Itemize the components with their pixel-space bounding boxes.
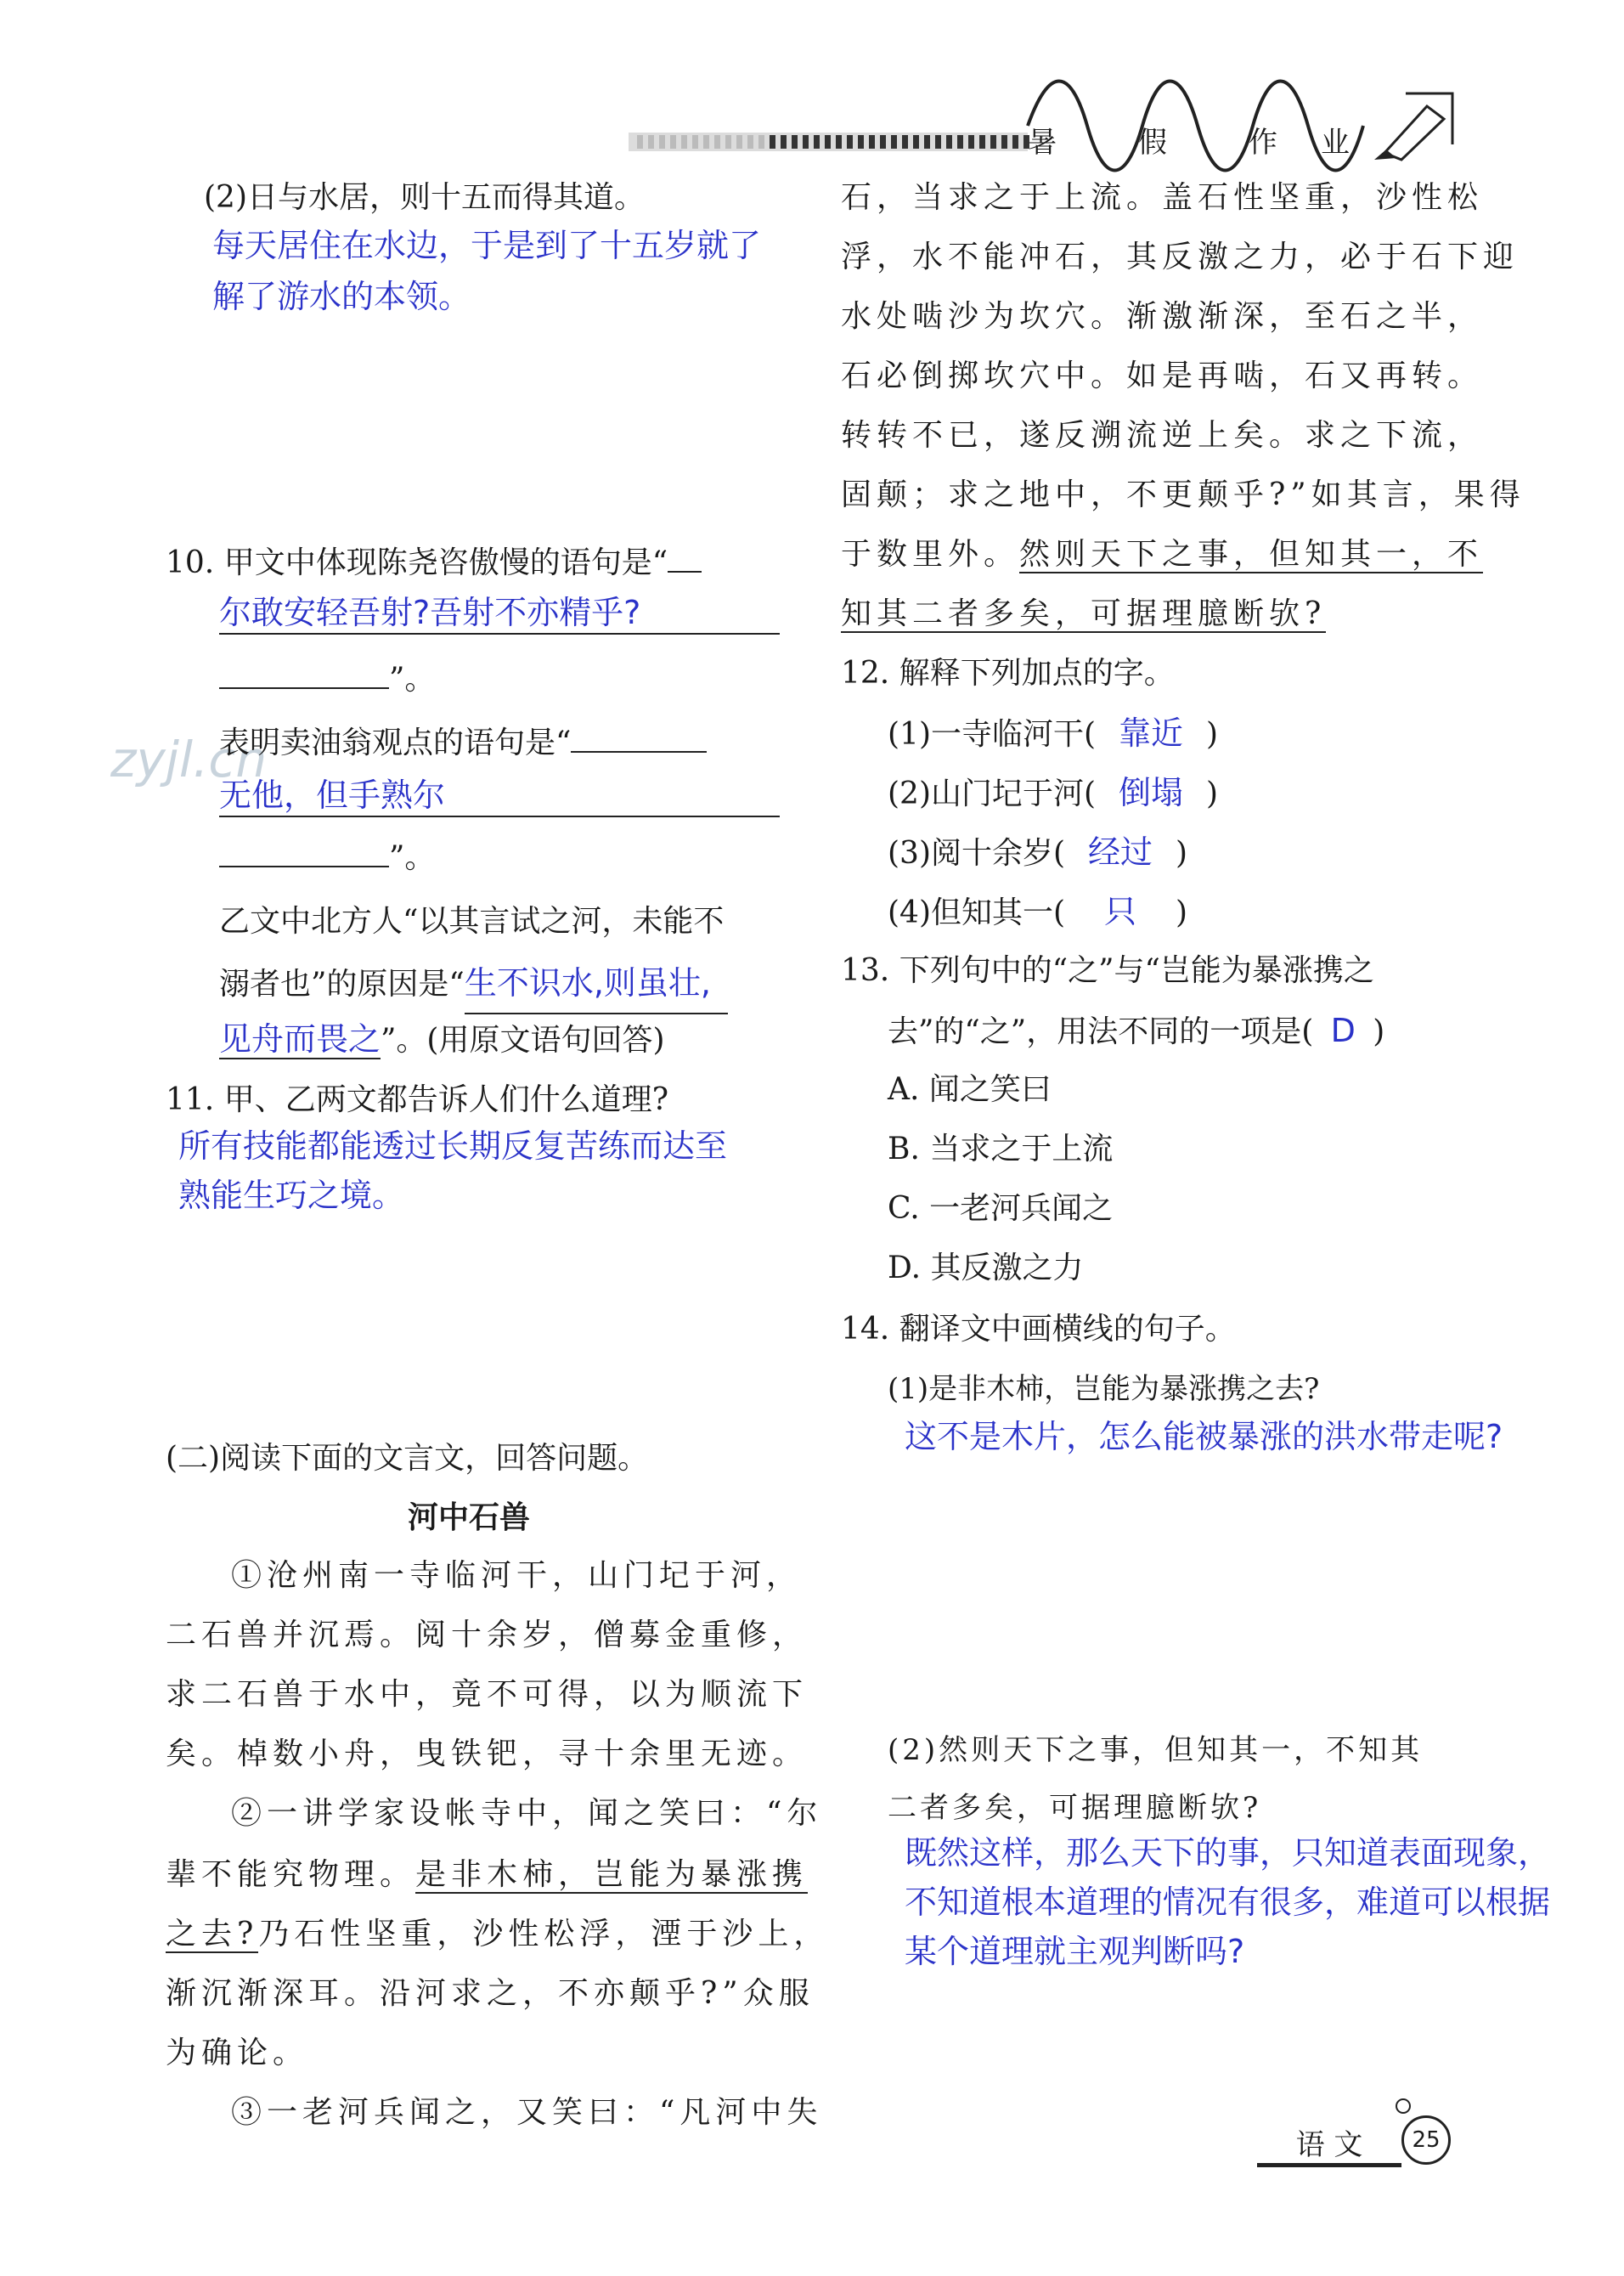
q12-item-1: (1)一寺临河干( 靠近 ) (888, 703, 1218, 765)
q10-b-prompt: 表明卖油翁观点的语句是“ (219, 714, 707, 773)
passage-p2-line-2: 辈不能究物理。是非木柿，岂能为暴涨携 (166, 1857, 809, 1892)
q14-2-line-1: (2)然则天下之事，但知其一，不知其 (888, 1733, 1424, 1767)
q12-answer-4: 只 (1104, 893, 1137, 930)
passage-right-line-3: 水处啮沙为坎穴。渐激渐深，至石之半， (841, 299, 1484, 334)
passage-right-line-1: 石，当求之于上流。盖石性坚重，沙性松 (841, 180, 1484, 215)
q13-option-d: D. 其反激之力 (888, 1251, 1084, 1285)
passage-right-line-6: 固颠；求之地中，不更颠乎?”如其言，果得 (841, 477, 1525, 512)
q12-answer-2: 倒塌 (1119, 774, 1184, 811)
q14-2-answer-line-3: 某个道理就主观判断吗? (905, 1933, 1245, 1970)
underlined-sentence-2b: 知其二者多矣，可据理臆断欤? (841, 596, 1327, 631)
passage-p2-line-4: 渐沉渐深耳。沿河求之，不亦颠乎?”众服 (166, 1976, 815, 2011)
q12-answer-3: 经过 (1088, 833, 1153, 871)
q14-prompt: 14. 翻译文中画横线的句子。 (841, 1312, 1236, 1347)
q13-answer: D (1330, 1012, 1356, 1049)
passage-p1-line-1: ①沧州南一寺临河干，山门圮于河， (231, 1558, 803, 1593)
passage-p1-line-4: 矣。棹数小舟，曳铁钯，寻十余里无迹。 (166, 1737, 809, 1771)
passage-title: 河中石兽 (408, 1500, 531, 1535)
q10-c-line-1: 乙文中北方人“以其言试之河，未能不 (219, 904, 725, 939)
passage-p1-line-3: 求二石兽于水中，竟不可得，以为顺流下 (166, 1677, 809, 1712)
passage-right-line-4: 石必倒掷坎穴中。如是再啮，石又再转。 (841, 359, 1484, 393)
q13-option-a: A. 闻之笑曰 (888, 1072, 1052, 1107)
header-char-2: 假 (1138, 126, 1167, 160)
q10-answer-1: 尔敢安轻吾射?吾射不亦精乎? (219, 586, 780, 635)
header-char-1: 暑 (1028, 126, 1057, 160)
q9-2-answer-line-2: 解了游水的本领。 (212, 278, 471, 315)
q13-option-b: B. 当求之于上流 (888, 1132, 1114, 1166)
q14-1-text: (1)是非木柿，岂能为暴涨携之去? (888, 1372, 1320, 1406)
footer-subject: 语 文 (1257, 2121, 1401, 2167)
q10-prompt: 10. 甲文中体现陈尧咨傲慢的语句是“ (166, 534, 702, 593)
q10-c-answer-2: 见舟而畏之 (219, 1020, 381, 1058)
passage-right-line-8 (841, 585, 1326, 644)
header-char-4: 业 (1321, 126, 1350, 160)
q10-answer-2-end: ”。 (219, 828, 435, 888)
q13-line-2: 去”的“之”，用法不同的一项是( D ) (888, 1001, 1384, 1062)
q12-item-2: (2)山门圮于河( 倒塌 ) (888, 763, 1218, 824)
q9-2-text: (2)日与水居，则十五而得其道。 (204, 180, 645, 215)
q14-2-answer-line-2: 不知道根本道理的情况有很多，难道可以根据 (905, 1883, 1551, 1921)
q10-answer-1-end: ”。 (219, 650, 435, 709)
q9-2-answer-line-1: 每天居住在水边，于是到了十五岁就了 (212, 227, 762, 264)
header-char-3: 作 (1249, 126, 1277, 160)
q12-answer-1: 靠近 (1119, 714, 1184, 752)
q12-item-4: (4)但知其一( 只 ) (888, 882, 1187, 943)
q14-2-answer-line-1: 既然这样，那么天下的事，只知道表面现象， (905, 1834, 1551, 1872)
q10-c-line-3: 见舟而畏之”。(用原文语句回答) (219, 1020, 665, 1058)
pencil-notebook-icon (1367, 85, 1461, 161)
passage-p2-line-5: 为确论。 (166, 2036, 309, 2070)
q13-line-1: 13. 下列句中的“之”与“岂能为暴涨携之 (841, 953, 1374, 988)
passage-right-line-2: 浮，水不能冲石，其反激之力，必于石下迎 (841, 240, 1520, 274)
q13-option-c: C. 一老河兵闻之 (888, 1191, 1114, 1226)
page-number: 25 (1401, 2115, 1451, 2165)
q10-c-line-2: 溺者也”的原因是“生不识水,则虽壮, (219, 953, 728, 1014)
q12-item-3: (3)阅十余岁( 经过 ) (888, 822, 1187, 884)
q12-prompt: 12. 解释下列加点的字。 (841, 656, 1175, 691)
footer-small-circle (1396, 2098, 1411, 2114)
q14-2-line-2: 二者多矣，可据理臆断欤? (888, 1791, 1262, 1825)
q11-prompt: 11. 甲、乙两文都告诉人们什么道理? (166, 1082, 668, 1117)
underlined-sentence-2a: 然则天下之事，但知其一，不 (1019, 537, 1484, 572)
q11-answer-line-1: 所有技能都能透过长期反复苦练而达至 (178, 1127, 728, 1165)
underlined-sentence-1b: 之去? (166, 1917, 259, 1951)
passage-p2-line-1: ②一讲学家设帐寺中，闻之笑曰：“尔 (231, 1796, 823, 1831)
section-2-heading: (二)阅读下面的文言文，回答问题。 (166, 1441, 649, 1476)
q10-answer-2: 无他，但手熟尔 (219, 769, 780, 817)
underlined-sentence-1a: 是非木柿，岂能为暴涨携 (415, 1857, 809, 1892)
q11-answer-line-2: 熟能生巧之境。 (178, 1177, 405, 1214)
watermark: zyjl.cn (110, 731, 268, 788)
passage-p3-line-1: ③一老河兵闻之，又笑曰：“凡河中失 (231, 2095, 823, 2130)
passage-right-line-7: 于数里外。然则天下之事，但知其一，不 (841, 537, 1484, 572)
passage-p2-line-3: 之去?乃石性坚重，沙性松浮，湮于沙上， (166, 1917, 830, 1951)
passage-right-line-5: 转转不已，遂反溯流逆上矣。求之下流， (841, 418, 1484, 453)
passage-p1-line-2: 二石兽并沉焉。阅十余岁，僧募金重修， (166, 1618, 809, 1652)
q14-1-answer: 这不是木片，怎么能被暴涨的洪水带走呢? (905, 1418, 1503, 1455)
q10-c-answer-1: 生不识水,则虽壮, (465, 953, 728, 1014)
